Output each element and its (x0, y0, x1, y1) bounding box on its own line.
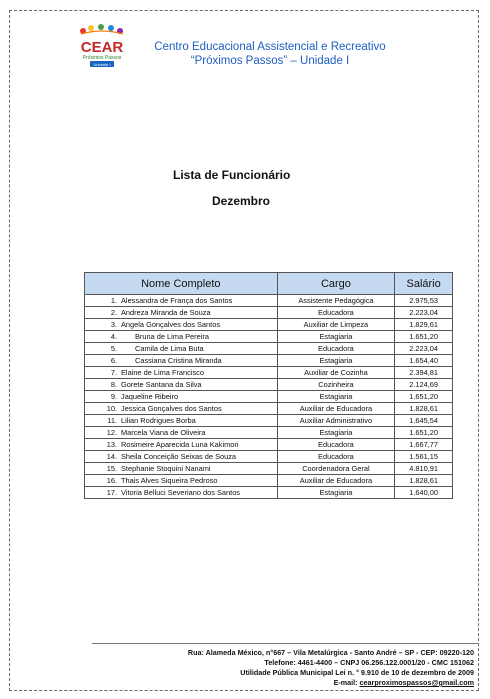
row-number: 8. (110, 379, 117, 389)
row-number: 17. (106, 487, 117, 497)
table-row (85, 391, 453, 403)
cell-salary: 1.651,20 (395, 331, 453, 343)
cell-name (85, 391, 278, 403)
table-row (85, 379, 453, 391)
table-row (85, 295, 453, 307)
institution-line1: Centro Educacional Assistencial e Recreativo (154, 41, 386, 53)
employee-name: Cassiana Cristina Miranda (135, 355, 222, 365)
cell-role: Educadora (277, 451, 395, 463)
cell-name (85, 331, 278, 343)
cell-role: Auxiliar Administrativo (277, 415, 395, 427)
cell-name (85, 475, 278, 487)
cell-name (85, 307, 278, 319)
table-row (85, 307, 453, 319)
cell-name (85, 451, 278, 463)
cell-name (85, 463, 278, 475)
cell-role: Auxiliar de Educadora (277, 475, 395, 487)
row-number: 16. (106, 475, 117, 485)
cell-salary: 2.223,04 (395, 343, 453, 355)
table-row (85, 343, 453, 355)
employee-name: Vitoria Belluci Severiano dos Santos (121, 487, 241, 497)
footer-utility: Utilidade Pública Municipal Lei n. ° 9.910 de 10 de dezembro de 2009 (240, 668, 474, 677)
cell-name (85, 427, 278, 439)
employee-name: Jessica Gonçalves dos Santos (121, 403, 222, 413)
table-row (85, 463, 453, 475)
table-row (85, 475, 453, 487)
table-row (85, 319, 453, 331)
document-month: Dezembro (212, 194, 271, 208)
employee-name: Camila de Lima Buta (135, 343, 204, 353)
logo-text: CEAR (80, 39, 124, 56)
table-row (85, 439, 453, 451)
footer-phone: Telefone: 4461-4400 – CNPJ 06.256.122.0001/20 - CMC 151062 (264, 658, 474, 667)
row-number: 5. (110, 343, 117, 353)
employee-name: Sheila Conceição Seixas de Souza (121, 451, 237, 461)
table-row (85, 403, 453, 415)
cell-name (85, 379, 278, 391)
row-number: 10. (106, 403, 117, 413)
cell-salary: 1.829,61 (395, 319, 453, 331)
row-number: 4. (110, 331, 117, 341)
logo-subtext: Próximos Passos (82, 55, 122, 61)
employee-name: Alessandra de França dos Santos (121, 295, 233, 305)
cell-role: Auxiliar de Educadora (277, 403, 395, 415)
cell-salary: 1.651,20 (395, 391, 453, 403)
table-row (85, 451, 453, 463)
cell-role: Estagiaria (277, 487, 395, 499)
table-row (85, 427, 453, 439)
footer-divider (92, 643, 478, 644)
row-number: 14. (106, 451, 117, 461)
employee-name: Stephanie Stoquini Nanami (121, 463, 211, 473)
cell-salary: 1.828,61 (395, 403, 453, 415)
footer-address: Rua: Alameda México, n°667 – Vila Metalúrgica - Santo André – SP - CEP: 09220-120 (187, 648, 474, 657)
cell-role: Estagiaria (277, 427, 395, 439)
row-number: 3. (110, 319, 117, 329)
row-number: 6. (110, 355, 117, 365)
employee-name: Rosimeire Aparecida Luna Kakimori (121, 439, 239, 449)
cell-role: Auxiliar de Cozinha (277, 367, 395, 379)
document-title: Lista de Funcionário (173, 168, 291, 182)
institution-line2: “Próximos Passos” – Unidade I (190, 55, 350, 67)
cell-salary: 1.645,54 (395, 415, 453, 427)
column-header-salary: Salário (395, 273, 453, 295)
table-row (85, 331, 453, 343)
cell-name (85, 319, 278, 331)
cear-logo (77, 24, 127, 68)
table-row (85, 487, 453, 499)
cell-salary: 1.640,00 (395, 487, 453, 499)
cell-role: Estagiaria (277, 391, 395, 403)
row-number: 13. (106, 439, 117, 449)
employee-name: Jaqueline Ribeiro (121, 391, 179, 401)
cell-salary: 2.223,04 (395, 307, 453, 319)
table-row (85, 367, 453, 379)
cell-role: Assistente Pedagógica (277, 295, 395, 307)
employee-name: Andreza Miranda de Souza (121, 307, 211, 317)
cell-name (85, 403, 278, 415)
employee-name: Bruna de Lima Pereira (135, 331, 209, 341)
row-number: 11. (107, 415, 117, 425)
cell-name (85, 343, 278, 355)
cell-salary: 2.975,53 (395, 295, 453, 307)
row-number: 2. (110, 307, 117, 317)
cell-role: Cozinheira (277, 379, 395, 391)
institution-name (132, 40, 408, 68)
table-row (85, 415, 453, 427)
cell-role: Estagiaria (277, 355, 395, 367)
logo-badge: Unidade I (93, 61, 111, 67)
footer-email-line (188, 678, 474, 688)
employee-name: Thais Alves Siqueira Pedroso (121, 475, 218, 485)
cell-salary: 1.667,77 (395, 439, 453, 451)
cell-salary: 2.394,81 (395, 367, 453, 379)
cell-salary: 1.828,61 (395, 475, 453, 487)
row-number: 1. (110, 295, 117, 305)
table-row (85, 355, 453, 367)
staff-table (84, 272, 453, 499)
cell-role: Educadora (277, 343, 395, 355)
footer (188, 648, 474, 688)
row-number: 9. (110, 391, 117, 401)
cell-salary: 1.651,20 (395, 427, 453, 439)
row-number: 15. (106, 463, 117, 473)
cell-salary: 1.561,15 (395, 451, 453, 463)
employee-name: Gorete Santana da Silva (121, 379, 202, 389)
employee-name: Lilian Rodrigues Borba (121, 415, 196, 425)
footer-email-link[interactable]: cearproximospassos@gmail.com (359, 678, 474, 687)
cell-name (85, 355, 278, 367)
employee-name: Marcela Viana de Oliveira (121, 427, 206, 437)
employee-name: Elaine de Lima Francisco (121, 367, 204, 377)
cell-role: Estagiaria (277, 331, 395, 343)
cell-role: Auxiliar de Limpeza (277, 319, 395, 331)
cell-role: Educadora (277, 307, 395, 319)
cell-name (85, 367, 278, 379)
cell-role: Educadora (277, 439, 395, 451)
row-number: 12. (106, 427, 117, 437)
column-header-role: Cargo (277, 273, 395, 295)
cell-name (85, 439, 278, 451)
cell-name (85, 487, 278, 499)
cell-salary: 4.810,91 (395, 463, 453, 475)
cell-name (85, 295, 278, 307)
cell-salary: 1.654,40 (395, 355, 453, 367)
cell-role: Coordenadora Geral (277, 463, 395, 475)
column-header-name: Nome Completo (85, 273, 278, 295)
table-header-row (85, 273, 453, 295)
row-number: 7. (110, 367, 117, 377)
employee-name: Angela Gonçalves dos Santos (121, 319, 221, 329)
footer-email-label: E-mail: (333, 678, 360, 687)
cell-salary: 2.124,69 (395, 379, 453, 391)
cell-name (85, 415, 278, 427)
